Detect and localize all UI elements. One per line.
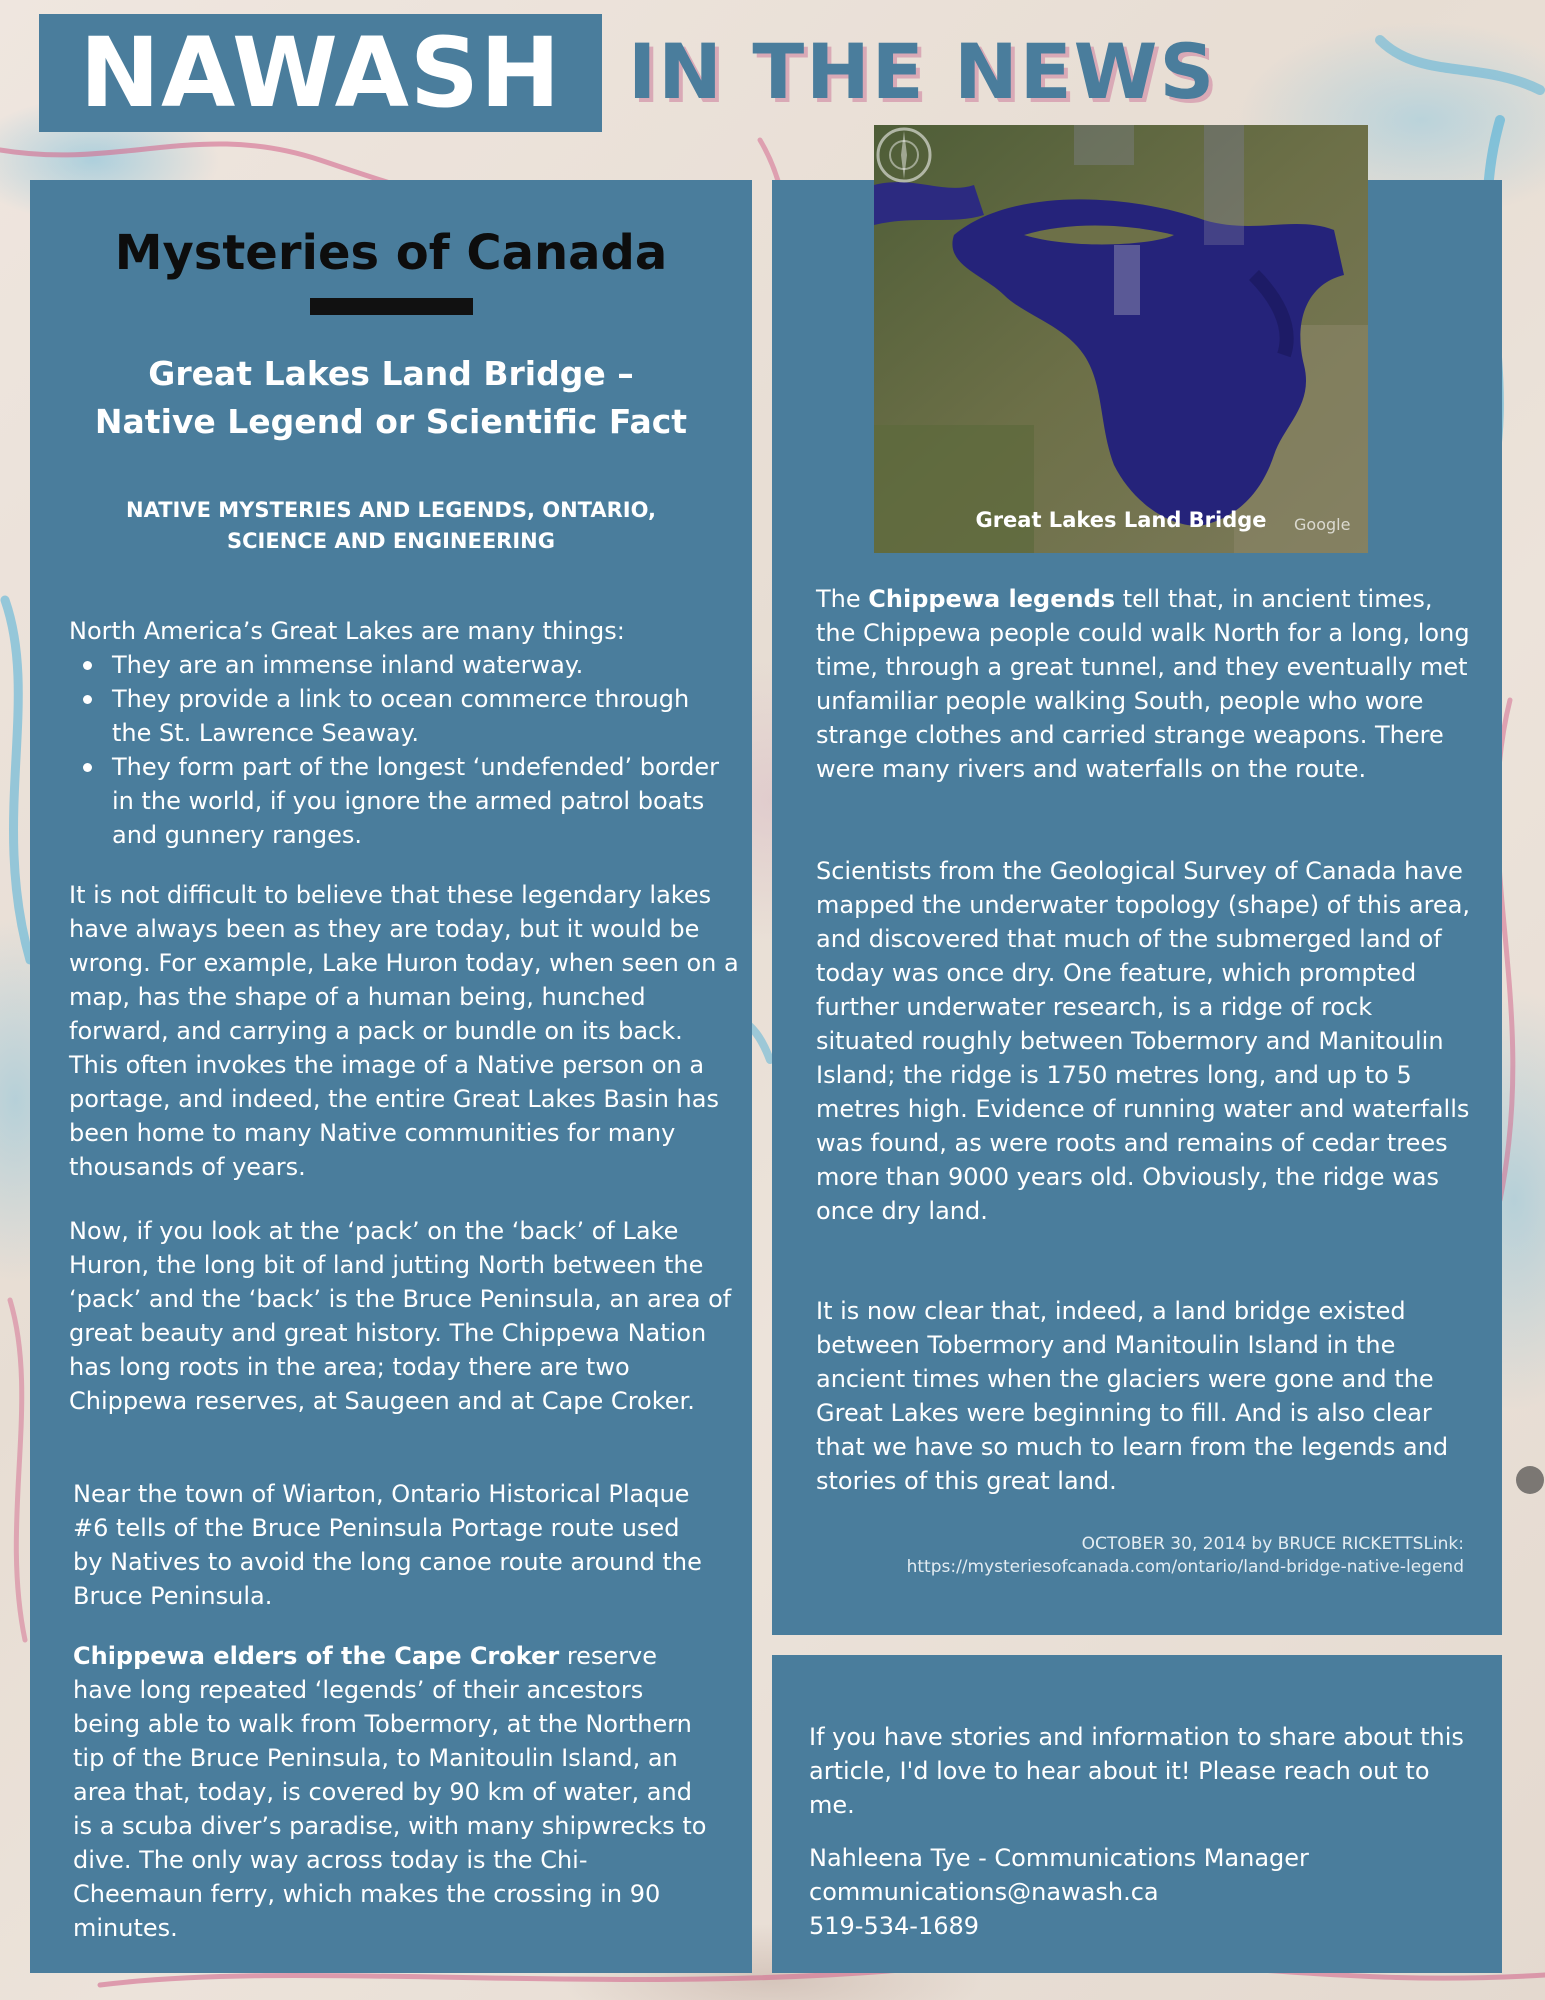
contact-panel — [772, 1655, 1502, 1973]
citation-link[interactable]: https://mysteriesofcanada.com/ontario/land-bridge-native-legend — [906, 1557, 1464, 1577]
paragraph-bruce-peninsula: Now, if you look at the ‘pack’ on the ‘back’ of Lake Huron, the long bit of land jutting North between the ‘pack’ and the ‘back’ is the Bruce Peninsula, an area of great beauty and great history. The Chippewa Nation has long roots in the area; today there are two Chippewa reserves, at Saugeen and at Cape Croker. — [69, 1217, 732, 1415]
contact-details — [809, 1841, 1479, 1943]
intro-paragraph: North America’s Great Lakes are many things: — [69, 617, 625, 645]
title-divider — [310, 298, 473, 315]
source-title: Mysteries of Canada — [114, 225, 668, 281]
list-item: They form part of the longest ‘undefended’ border in the world, if you ignore the armed patrol boats and gunnery ranges. — [69, 750, 729, 852]
contact-email[interactable]: communications@nawash.ca — [809, 1878, 1159, 1906]
legends-text: tell that, in ancient times, the Chippewa people could walk North for a long, long time, through a great tunnel, and they eventually met unfamiliar people walking South, people who wore strange clothes and carried strange weapons. There were many rivers and waterfalls on the route. — [816, 585, 1470, 783]
bullet-list — [69, 648, 729, 852]
legends-emphasis: Chippewa legends — [868, 585, 1116, 613]
banner-title-box — [39, 14, 602, 132]
cape-croker-emphasis: Chippewa elders of the Cape Croker — [73, 1642, 560, 1670]
contact-phone: 519-534-1689 — [809, 1912, 980, 1940]
headline-line-2: Native Legend or Scientific Fact — [94, 402, 688, 441]
cape-croker-text: reserve have long repeated ‘legends’ of their ancestors being able to walk from Tobermory, at the Northern tip of the Bruce Peninsula, to Manitoulin Island, an area that, today, is covered by 90 km of water, and is a scuba diver’s paradise, with many shipwrecks to dive. The only way across today is the Chi-Cheemaun ferry, which makes the crossing in 90 minutes. — [73, 1642, 707, 1942]
paragraph-geological-survey: Scientists from the Geological Survey of Canada have mapped the underwater topology (shape) of this area, and discovered that much of the submerged land of today was once dry. One feature, which prompted further underwater research, is a ridge of rock situated roughly between Tobermory and Manitoulin Island; the ridge is 1750 metres long, and up to 5 metres high. Evidence of running water and waterfalls was found, as were roots and remains of cedar trees more than 9000 years old. Obviously, the ridge was once dry land. — [816, 857, 1471, 1225]
article-categories — [110, 495, 672, 557]
contact-message: If you have stories and information to share about this article, I'd love to hear about it! Please reach out to me. — [809, 1723, 1464, 1819]
headline-line-1: Great Lakes Land Bridge – — [148, 354, 634, 393]
image-watermark: Google — [1294, 515, 1351, 534]
list-item: They are an immense inland waterway. — [69, 648, 729, 682]
paragraph-lake-huron: It is not difficult to believe that these legendary lakes have always been as they are today, but it would be wrong. For example, Lake Huron today, when seen on a map, has the shape of a human being, hunched forward, and carrying a pack or bundle on its back. This often invokes the image of a Native person on a portage, and indeed, the entire Great Lakes Basin has been home to many Native communities for many thousands of years. — [69, 881, 739, 1181]
paragraph-chippewa-legends — [816, 582, 1476, 786]
categories-line-2: SCIENCE AND ENGINEERING — [227, 529, 555, 553]
article-left-panel — [30, 180, 752, 1973]
banner-title: NAWASH — [79, 17, 562, 129]
paragraph-wiarton: Near the town of Wiarton, Ontario Historical Plaque #6 tells of the Bruce Peninsula Portage route used by Natives to avoid the long canoe route around the Bruce Peninsula. — [73, 1480, 702, 1610]
list-item: They provide a link to ocean commerce through the St. Lawrence Seaway. — [69, 682, 729, 750]
contact-name: Nahleena Tye - Communications Manager — [809, 1844, 1309, 1872]
article-citation — [804, 1533, 1464, 1579]
banner-subtitle: IN THE NEWS — [628, 27, 1217, 116]
article-headline — [70, 350, 712, 446]
citation-byline: OCTOBER 30, 2014 by BRUCE RICKETTSLink: — [1081, 1534, 1464, 1554]
image-caption: Great Lakes Land Bridge — [975, 508, 1267, 532]
paragraph-cape-croker — [73, 1639, 713, 1945]
legends-pre: The — [816, 585, 869, 613]
compass-icon — [874, 125, 934, 185]
categories-line-1: NATIVE MYSTERIES AND LEGENDS, ONTARIO, — [126, 498, 656, 522]
paragraph-land-bridge-conclusion: It is now clear that, indeed, a land bridge existed between Tobermory and Manitoulin Island in the ancient times when the glaciers were gone and the Great Lakes were beginning to fill. And is also clear that we have so much to learn from the legends and stories of this great land. — [816, 1297, 1449, 1495]
great-lakes-satellite-image — [874, 125, 1368, 553]
